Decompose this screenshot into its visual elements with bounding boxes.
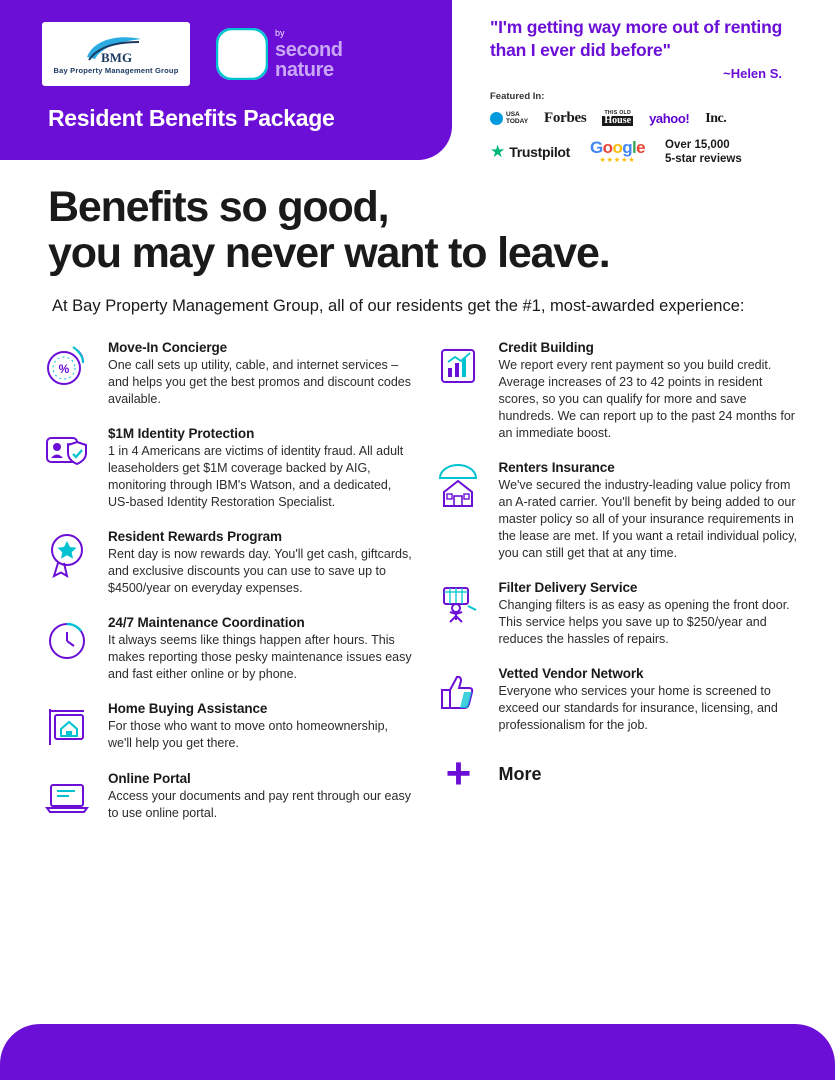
benefit-body (499, 666, 806, 734)
testimonial-block (490, 16, 820, 166)
second-nature-wordmark (275, 29, 343, 80)
trustpilot-logo (490, 143, 570, 160)
home-sign-icon (40, 701, 96, 753)
benefit-text: It always seems like things happen after hours. This makes reporting those pesky maintenance issues easy and fast either online or by phone. (108, 633, 412, 682)
usa-today-text: USA TODAY (506, 110, 529, 125)
benefit-body (499, 340, 806, 442)
benefit-item (40, 340, 415, 408)
headline-line-1: Benefits so good, (48, 183, 389, 231)
benefit-body (499, 460, 806, 562)
bmg-logo-text: Bay Property Management Group (53, 66, 179, 75)
benefit-item (431, 666, 806, 734)
benefit-text: Access your documents and pay rent through our easy to use online portal. (108, 789, 411, 821)
concierge-percent-icon (40, 340, 96, 392)
second-nature-name: second nature (275, 38, 343, 81)
trustpilot-star-icon: ★ (490, 142, 506, 162)
page-header (0, 0, 835, 172)
main-headline (48, 184, 835, 277)
benefit-text: We've secured the industry-leading value policy from an A-rated carrier. You'll benefit by being added to our master policy so all of your insurance requirements in the lease are met. If you want a retail individual policy, you can still get that at any time. (498, 478, 798, 561)
reviews-count-line2: 5-star reviews (665, 152, 742, 165)
benefit-text: 1 in 4 Americans are victims of identity fraud. All adult leaseholders get $1M coverage backed by AIG, monitoring through IBM's Watson, and a dedicated, US-based Identity Restoration Specialist. (108, 444, 404, 510)
reviews-count-line1: Over 15,000 (665, 138, 730, 151)
benefit-title: Online Portal (108, 771, 191, 787)
benefit-item (40, 615, 415, 683)
benefit-item (431, 460, 806, 562)
benefit-body (108, 529, 415, 597)
benefits-right-column (431, 340, 806, 841)
usa-today-dot-icon (490, 112, 503, 125)
benefit-title: Vetted Vendor Network (498, 666, 644, 682)
logo-row (42, 22, 343, 86)
reviews-row (490, 138, 820, 167)
house-umbrella-icon (431, 460, 487, 512)
benefit-text: Changing filters is as easy as opening the front door. This service helps you save up to $250/year and reduces the hassles of repairs. (498, 598, 790, 647)
benefit-body (108, 615, 415, 683)
svg-text:%: % (58, 362, 70, 377)
benefit-title: Renters Insurance (498, 460, 615, 476)
benefit-text: One call sets up utility, cable, and internet services – and helps you get the best promos and discount codes available. (108, 358, 411, 407)
benefit-body (499, 580, 806, 648)
page-footer-bar (0, 1024, 835, 1080)
filter-delivery-icon (431, 580, 487, 632)
this-old-house-logo (602, 111, 633, 126)
bar-chart-growth-icon (431, 340, 487, 392)
benefit-title: Move-In Concierge (108, 340, 228, 356)
google-wordmark: Google (590, 138, 646, 158)
benefit-title: Resident Rewards Program (108, 529, 282, 545)
benefit-body (108, 340, 415, 408)
benefit-text: For those who want to move onto homeownership, we'll help you get there. (108, 719, 389, 751)
benefit-item (40, 426, 415, 511)
page-title: Resident Benefits Package (48, 105, 335, 131)
more-label: More (498, 763, 542, 784)
rewards-badge-icon (40, 529, 96, 581)
rbp-badge-icon (216, 28, 268, 80)
benefit-title: $1M Identity Protection (108, 426, 255, 442)
testimonial-author: ~Helen S. (723, 65, 782, 81)
usa-today-logo (490, 112, 528, 126)
benefit-item (40, 529, 415, 597)
inc-logo: Inc. (705, 110, 727, 126)
reviews-count (665, 138, 742, 167)
identity-shield-icon (40, 426, 96, 478)
laptop-icon (40, 771, 96, 823)
more-row (431, 749, 806, 799)
testimonial-quote: "I'm getting way more out of renting than I ever did before" (490, 17, 783, 60)
clock-icon (40, 615, 96, 667)
benefits-columns (0, 340, 835, 841)
benefits-left-column (40, 340, 415, 841)
this-old-house-bottom: House (604, 115, 632, 127)
benefit-item (40, 701, 415, 753)
yahoo-logo: yahoo! (649, 111, 690, 126)
trustpilot-text: Trustpilot (509, 143, 571, 160)
benefit-body (108, 426, 415, 511)
plus-icon: + (445, 749, 472, 799)
benefit-title: Home Buying Assistance (108, 701, 268, 717)
benefit-title: Filter Delivery Service (498, 580, 638, 596)
benefit-body (108, 771, 415, 823)
this-old-house-top: THIS OLD (604, 109, 632, 116)
benefit-text: Everyone who services your home is screened to exceed our standards for insurance, licensing, and professionalism for the job. (498, 684, 778, 733)
benefit-title: Credit Building (498, 340, 594, 356)
benefit-item (40, 771, 415, 823)
benefit-text: Rent day is now rewards day. You'll get cash, giftcards, and exclusive discounts you can use to save up to $4500/year on everyday expenses. (108, 547, 412, 596)
headline-line-2: you may never want to leave. (48, 229, 610, 278)
rbp-second-nature-logo (216, 28, 343, 80)
google-stars: ★★★★★ (599, 157, 636, 165)
bmg-swoosh-icon (77, 33, 155, 65)
forbes-logo: Forbes (544, 110, 587, 126)
benefit-title: 24/7 Maintenance Coordination (108, 615, 305, 631)
second-nature-by: by (275, 27, 285, 38)
featured-in-label: Featured In: (490, 90, 545, 102)
press-logos-row (490, 108, 820, 130)
benefit-item (431, 340, 806, 442)
benefit-body (108, 701, 415, 753)
bay-property-management-group-logo (42, 22, 190, 86)
benefit-text: We report every rent payment so you build credit. Average increases of 23 to 42 points in resident scores, so you can qualify for more and save hundreds. We can report up to the past 24 months for an immediate boost. (498, 358, 795, 441)
google-reviews-logo (590, 139, 645, 164)
benefit-item (431, 580, 806, 648)
subheadline: At Bay Property Management Group, all of our residents get the #1, most-awarded experience: (52, 296, 745, 315)
svg-text:BMG: BMG (101, 50, 133, 65)
thumbs-up-icon (431, 666, 487, 718)
